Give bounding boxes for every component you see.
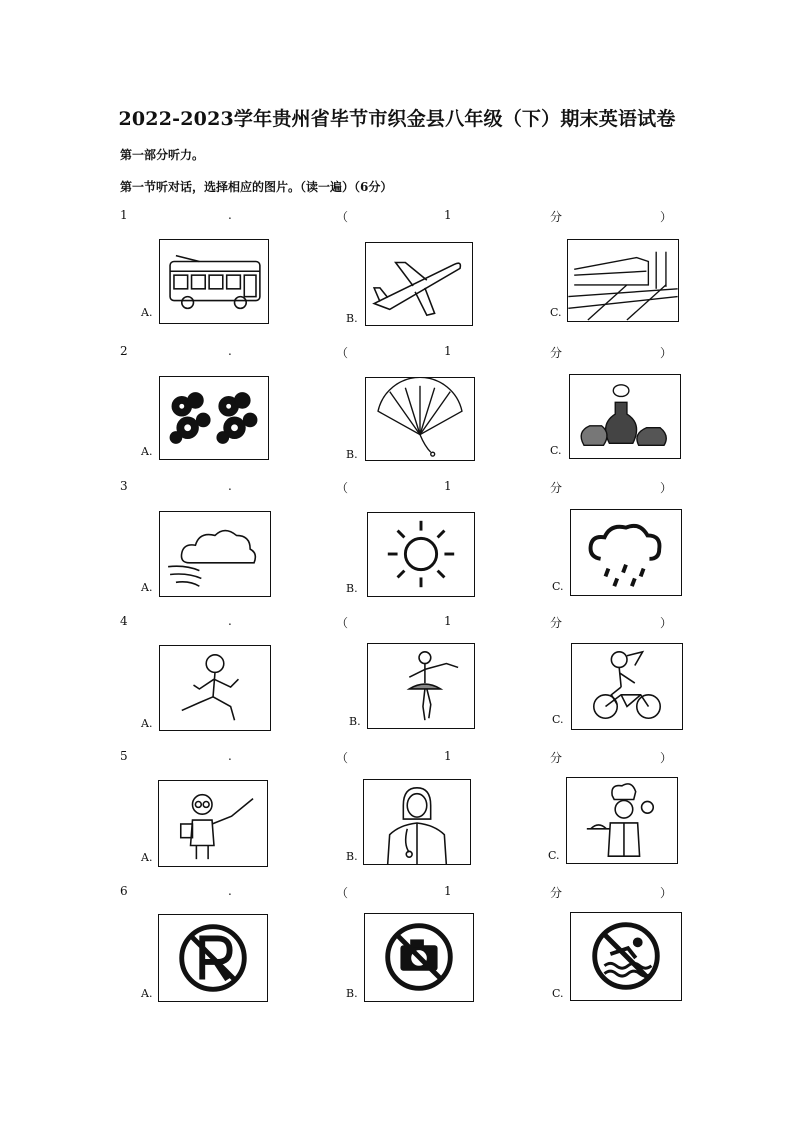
- score-unit: 分: [550, 751, 563, 765]
- option-letter: B.: [346, 987, 358, 1000]
- score-open-paren: （: [336, 886, 349, 900]
- score-value: 1: [444, 614, 452, 628]
- rain-cloud-icon: [570, 509, 682, 596]
- option-letter: A.: [141, 581, 153, 594]
- running-girl-icon: [159, 645, 271, 731]
- score-value: 1: [444, 344, 452, 358]
- teacher-icon: [158, 780, 268, 867]
- question-1-header: [0, 208, 794, 224]
- fan-icon: [365, 377, 475, 461]
- airplane-icon: [365, 242, 473, 326]
- train-icon: [567, 239, 679, 322]
- question-number: 3: [120, 479, 128, 493]
- score-unit: 分: [550, 886, 563, 900]
- option-letter: B.: [346, 582, 358, 595]
- sun-icon: [367, 512, 475, 597]
- question-dot: .: [228, 749, 232, 763]
- option-letter: A.: [141, 987, 153, 1000]
- no-parking-sign-icon: [158, 914, 268, 1002]
- no-photo-sign-icon: [364, 913, 474, 1002]
- option-letter: C.: [552, 987, 564, 1000]
- score-value: 1: [444, 208, 452, 222]
- question-number: 6: [120, 884, 128, 898]
- question-dot: .: [228, 479, 232, 493]
- score-close-paren: ）: [660, 210, 673, 224]
- option-letter: A.: [141, 851, 153, 864]
- option-letter: A.: [141, 445, 153, 458]
- option-letter: C.: [548, 849, 560, 862]
- question-dot: .: [228, 884, 232, 898]
- score-close-paren: ）: [660, 481, 673, 495]
- question-dot: .: [228, 208, 232, 222]
- score-unit: 分: [550, 210, 563, 224]
- pottery-icon: [569, 374, 681, 459]
- option-letter: B.: [349, 715, 361, 728]
- option-letter: B.: [346, 312, 358, 325]
- score-close-paren: ）: [660, 616, 673, 630]
- option-letter: A.: [141, 306, 153, 319]
- score-open-paren: （: [336, 210, 349, 224]
- score-unit: 分: [550, 346, 563, 360]
- chef-icon: [566, 777, 678, 864]
- question-number: 4: [120, 614, 128, 628]
- option-letter: B.: [346, 850, 358, 863]
- doctor-icon: [363, 779, 471, 865]
- option-letter: B.: [346, 448, 358, 461]
- question-number: 1: [120, 208, 128, 222]
- paper-cutting-icon: [159, 376, 269, 460]
- score-open-paren: （: [336, 346, 349, 360]
- score-close-paren: ）: [660, 751, 673, 765]
- ballet-dancer-icon: [367, 643, 475, 729]
- score-open-paren: （: [336, 481, 349, 495]
- score-open-paren: （: [336, 616, 349, 630]
- score-unit: 分: [550, 616, 563, 630]
- bus-icon: [159, 239, 269, 324]
- question-number: 2: [120, 344, 128, 358]
- windy-cloud-icon: [159, 511, 271, 597]
- question-2-header: [0, 344, 794, 360]
- option-letter: C.: [552, 580, 564, 593]
- score-close-paren: ）: [660, 886, 673, 900]
- question-5-header: [0, 749, 794, 765]
- score-close-paren: ）: [660, 346, 673, 360]
- option-letter: C.: [550, 306, 562, 319]
- question-number: 5: [120, 749, 128, 763]
- section-label: 第一节听对话，选择相应的图片。（读一遍）（6分）: [120, 180, 393, 194]
- cycling-girl-icon: [571, 643, 683, 730]
- question-dot: .: [228, 614, 232, 628]
- option-letter: C.: [552, 713, 564, 726]
- part-label: 第一部分听力。: [120, 148, 205, 162]
- option-letter: A.: [141, 717, 153, 730]
- score-value: 1: [444, 479, 452, 493]
- question-4-header: [0, 614, 794, 630]
- score-unit: 分: [550, 481, 563, 495]
- no-swimming-sign-icon: [570, 912, 682, 1001]
- score-value: 1: [444, 884, 452, 898]
- option-letter: C.: [550, 444, 562, 457]
- question-6-header: [0, 884, 794, 900]
- question-3-header: [0, 479, 794, 495]
- page-title: 2022-2023学年贵州省毕节市织金县八年级（下）期末英语试卷: [118, 108, 676, 130]
- question-dot: .: [228, 344, 232, 358]
- score-value: 1: [444, 749, 452, 763]
- score-open-paren: （: [336, 751, 349, 765]
